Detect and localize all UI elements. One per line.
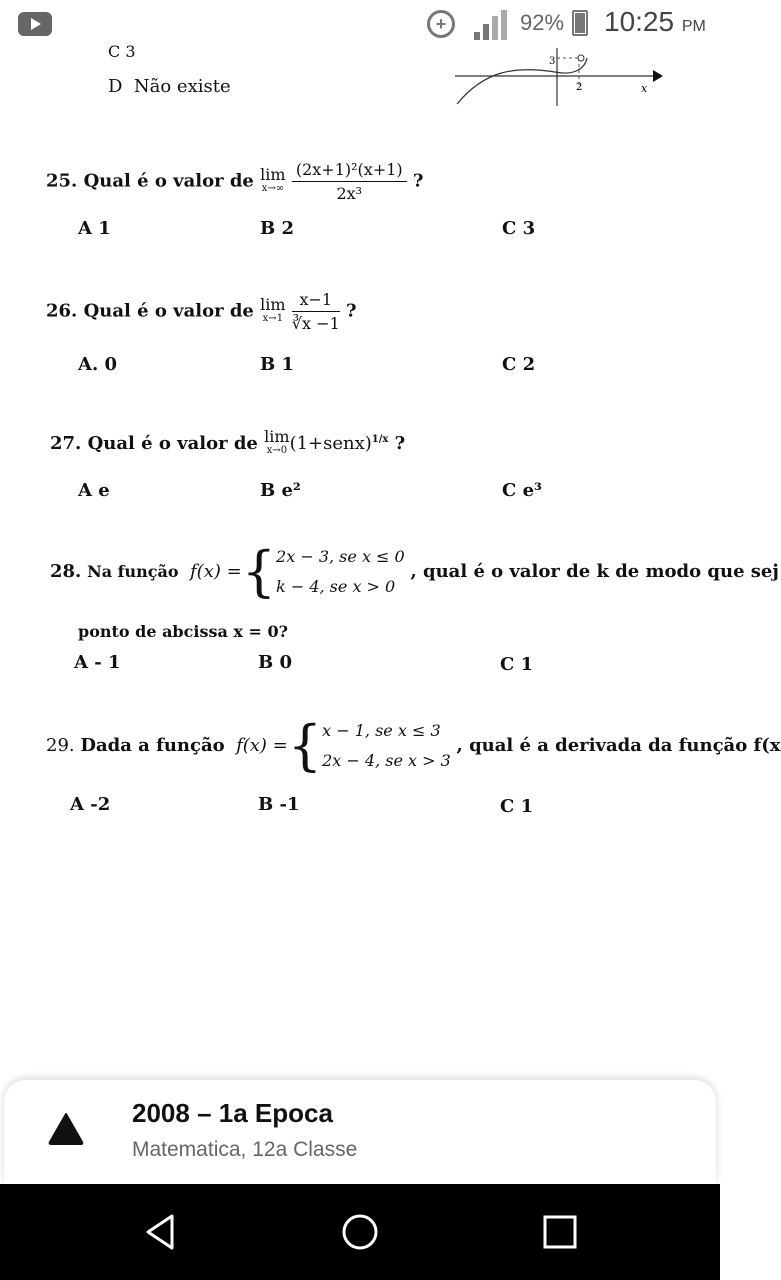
navigation-bar [0, 1184, 720, 1280]
prev-option-c: C 3 [108, 42, 136, 61]
document-subtitle: Matematica, 12a Classe [132, 1138, 358, 1161]
youtube-notification-icon [18, 12, 52, 36]
data-saver-icon: + [427, 10, 455, 38]
clock: 10:25 PM [604, 6, 706, 37]
question-28: 28. Na função f(x) ={ 2x − 3, se x ≤ 0 k − 4, se x > 0 , qual é o valor de k de modo que sej [50, 540, 779, 603]
prev-option-d: D Não existe [108, 76, 231, 97]
battery-percent: 92% [520, 10, 565, 35]
q25-option-a[interactable]: A 1 [78, 218, 111, 239]
question-29: 29. Dada a função f(x) ={ x − 1, se x ≤ 3 2x − 4, se x > 3 , qual é a derivada da função f(x [46, 714, 781, 777]
q27-option-a[interactable]: A e [78, 480, 110, 501]
q28-line2: ponto de abcissa x = 0? [78, 622, 288, 641]
q28-option-b[interactable]: B 0 [258, 652, 293, 673]
document-title: 2008 – 1a Epoca [132, 1098, 333, 1128]
document-viewer[interactable] [0, 42, 781, 1078]
recents-icon[interactable] [540, 1212, 580, 1252]
question-26: 26. Qual é o valor de lim x→1 $\frac{x-1}{∛x -1}$ ? [46, 290, 357, 333]
status-bar [0, 0, 720, 48]
function-graph [455, 48, 665, 108]
q26-option-c[interactable]: C 2 [502, 354, 536, 375]
question-27: 27. Qual é o valor de lim x→0 (1+senx)$^{1/x}$ ? [50, 427, 406, 456]
q27-option-b[interactable]: B e² [260, 480, 301, 501]
expand-up-icon[interactable] [48, 1112, 84, 1146]
back-icon[interactable] [140, 1212, 180, 1252]
q28-option-a[interactable]: A - 1 [74, 652, 121, 673]
q26-option-b[interactable]: B 1 [260, 354, 295, 375]
q29-option-c[interactable]: C 1 [500, 796, 534, 817]
q25-option-c[interactable]: C 3 [502, 218, 536, 239]
battery-icon [572, 10, 588, 36]
document-info-sheet[interactable] [4, 1080, 716, 1184]
home-icon[interactable] [340, 1212, 380, 1252]
q29-option-b[interactable]: B -1 [258, 794, 300, 815]
q27-option-c[interactable]: C e³ [502, 480, 542, 501]
q26-option-a[interactable]: A. 0 [78, 354, 118, 375]
graph-x-label: x [641, 82, 648, 95]
signal-icon [474, 10, 508, 40]
q29-option-a[interactable]: A -2 [70, 794, 111, 815]
graph-y-label: 3 [549, 56, 556, 67]
graph-x2-label: 2 [576, 82, 583, 93]
question-25: 25. Qual é o valor de lim x→∞ $\frac{\text{(2x+1)²(x+1)}}{\text{2x³}}$ ? [46, 160, 424, 203]
q25-option-b[interactable]: B 2 [260, 218, 295, 239]
q28-option-c[interactable]: C 1 [500, 654, 534, 675]
